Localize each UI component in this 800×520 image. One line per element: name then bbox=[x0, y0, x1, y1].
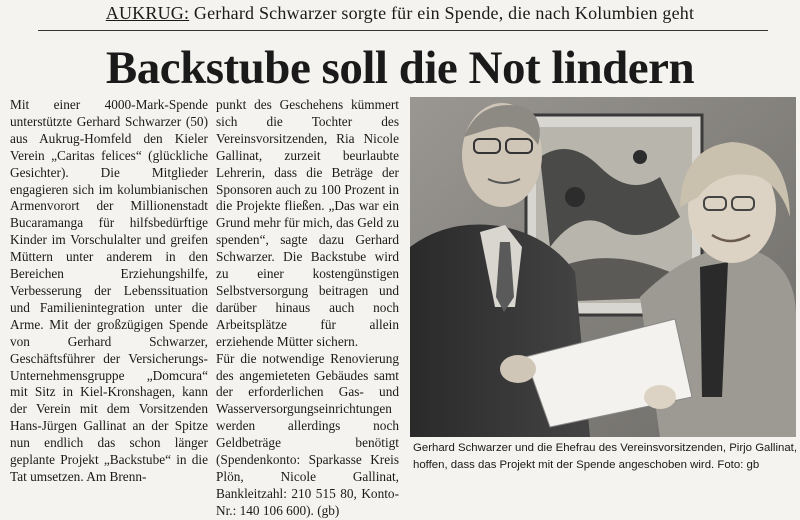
kicker-rule bbox=[38, 30, 768, 31]
kicker-place: AUKRUG: bbox=[105, 3, 190, 23]
article-photo bbox=[410, 97, 796, 437]
photo-illustration bbox=[410, 97, 796, 437]
kicker-text: Gerhard Schwarzer sorgte für ein Spende, die nach Kolumbien geht bbox=[193, 3, 695, 23]
photo-caption: Gerhard Schwarzer und die Ehefrau des Vereinsvorsitzenden, Pirjo Gallinat, hoffen, dass das Projekt mit der Spende angeschoben wird. Foto: gb bbox=[413, 442, 797, 471]
article-column-2: punkt des Geschehens kümmert sich die Tochter des Vereinsvorsitzenden, Ria Nicole Gallinat, zurzeit beurlaubte Lehrerin, dass die Beträge der Sponsoren auch zu 100 Prozent in die Projekte fließen. „Das war ein Grund mehr für mich, das Geld zu spenden“, sagte dazu Gerhard Schwarzer. Die Backstube wird zu einer kostengünstigen Selbstversorgung beitragen und darüber hinaus auch noch Arbeitsplätze für allein erziehende Mütter sichern. Für die notwendige Renovierung des angemieteten Gebäudes samt der erforderlichen Gas- und Wasserversorgungseinrichtungen werden allerdings noch Geldbeträge benötigt (Spendenkonto: Sparkasse Kreis Plön, Nicole Gallinat, Bankleitzahl: 210 515 80, Konto-Nr.: 140 106 600). (gb) bbox=[216, 97, 399, 518]
article-column-1: Mit einer 4000-Mark-Spende unterstützte Gerhard Schwarzer (50) aus Aukrug-Homfeld den Kieler Verein „Caritas felices“ (glückliche Gesichter). Die Mitglieder engagieren sich im kolumbianischen Armenvorort der Millionenstadt Bucaramanga für hilfsbedürftige Kinder im Vorschulalter und greifen Müttern unter anderem in den Bereichen Erziehungshilfe, Verbesserung der Lebenssituation und Familienintegration unter die Arme. Mit der großzügigen Spende von Gerhard Schwarzer, Geschäftsführer der Versicherungs-Unternehmensgruppe „Domcura“ mit Sitz in Kiel-Kronshagen, kann der Verein mit dem Vorsitzenden Hans-Jürgen Gallinat an der Spitze nun endlich das schon länger geplante Projekt „Backstube“ in die Tat umsetzen. Am Brenn- bbox=[10, 97, 208, 484]
article-kicker bbox=[0, 0, 800, 26]
headline: Backstube soll die Not lindern bbox=[105, 42, 695, 94]
